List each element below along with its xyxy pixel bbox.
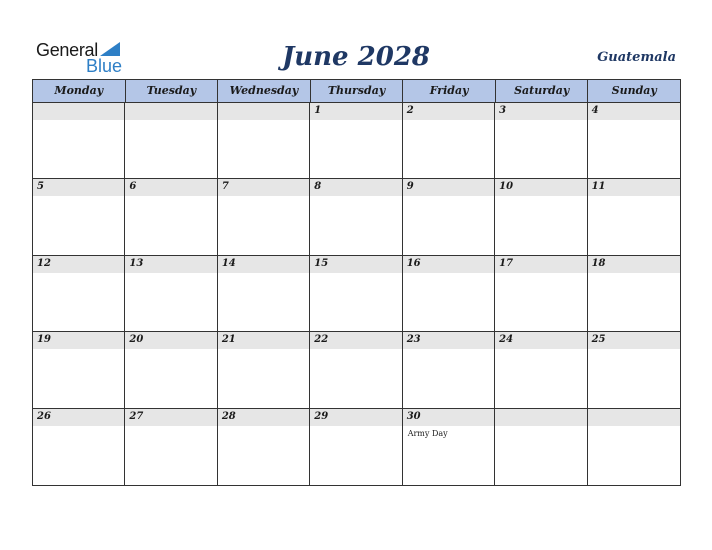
weekday-header-row <box>33 80 680 103</box>
day-number: 1 <box>314 105 322 116</box>
day-cell <box>125 409 217 485</box>
day-number-band <box>33 179 124 196</box>
day-cell <box>495 332 587 408</box>
day-number-band <box>403 103 494 120</box>
day-number-band <box>125 179 216 196</box>
logo-blue-text: Blue <box>86 56 123 76</box>
day-number-band <box>218 179 309 196</box>
day-number: 28 <box>221 410 236 422</box>
day-cell <box>310 103 402 179</box>
day-cell <box>588 409 680 485</box>
day-cell <box>310 256 402 332</box>
day-number: 2 <box>406 105 414 116</box>
day-number: 13 <box>129 257 144 269</box>
day-cell <box>33 332 125 408</box>
day-number: 11 <box>591 181 606 193</box>
day-cell <box>588 332 680 408</box>
weekday-header: Sunday <box>611 84 657 97</box>
day-number-band <box>310 103 401 120</box>
day-number-band <box>125 103 216 120</box>
day-cell <box>33 103 125 179</box>
day-cell <box>495 103 587 179</box>
weekday-header: Thursday <box>311 80 404 102</box>
day-number: 26 <box>37 410 51 422</box>
day-number-band <box>310 179 401 196</box>
day-number-band <box>33 103 124 120</box>
day-cell <box>33 409 125 485</box>
day-number: 16 <box>406 257 421 269</box>
day-number: 27 <box>129 410 144 422</box>
day-number: 8 <box>314 181 322 193</box>
day-cell <box>218 332 310 408</box>
day-number-band <box>588 409 680 426</box>
day-cells <box>33 103 680 485</box>
day-cell <box>310 409 402 485</box>
day-cell <box>588 103 680 179</box>
day-number: 5 <box>37 181 44 193</box>
day-number: 4 <box>591 105 599 116</box>
day-cell <box>403 409 495 485</box>
day-cell <box>125 256 217 332</box>
country-label: Guatemala <box>597 50 676 65</box>
day-cell <box>125 332 217 408</box>
day-cell <box>33 179 125 255</box>
day-number: 20 <box>129 334 144 346</box>
day-cell <box>218 409 310 485</box>
day-number: 12 <box>37 257 51 269</box>
day-cell <box>310 179 402 255</box>
day-number-band <box>218 103 309 120</box>
logo-general-text: General <box>36 40 98 60</box>
day-cell <box>403 103 495 179</box>
day-cell <box>403 332 495 408</box>
day-number-band <box>588 103 680 120</box>
day-number-band <box>403 179 494 196</box>
weekday-header: Wednesday <box>218 80 311 102</box>
day-number: 7 <box>221 181 229 193</box>
day-cell <box>33 256 125 332</box>
day-number: 29 <box>314 410 329 422</box>
day-number: 19 <box>37 334 51 346</box>
day-number: 22 <box>314 334 329 346</box>
day-number: 24 <box>499 334 514 346</box>
day-cell <box>495 256 587 332</box>
day-number: 15 <box>314 257 329 269</box>
day-cell <box>125 103 217 179</box>
day-cell <box>218 256 310 332</box>
day-cell <box>310 332 402 408</box>
day-cell <box>588 179 680 255</box>
day-number: 23 <box>406 334 421 346</box>
day-cell <box>495 409 587 485</box>
day-number: 30 <box>406 410 421 422</box>
day-cell <box>403 179 495 255</box>
day-cell <box>403 256 495 332</box>
day-cell <box>218 179 310 255</box>
day-number: 21 <box>221 334 236 346</box>
day-cell <box>125 179 217 255</box>
day-cell <box>588 256 680 332</box>
day-number: 10 <box>499 181 514 193</box>
day-number-band <box>495 409 586 426</box>
day-number: 3 <box>499 105 507 116</box>
calendar-grid <box>32 79 681 486</box>
day-cell <box>495 179 587 255</box>
day-number: 9 <box>406 181 414 193</box>
day-number-band <box>495 103 586 120</box>
weekday-header: Saturday <box>496 80 589 102</box>
day-number: 14 <box>221 257 236 269</box>
holiday-label: Army Day <box>407 428 448 438</box>
weekday-header: Friday <box>403 80 496 102</box>
day-number: 18 <box>591 257 606 269</box>
day-cell <box>218 103 310 179</box>
calendar-title: June 2028 <box>281 42 431 72</box>
weekday-header: Monday <box>33 80 126 102</box>
day-number: 17 <box>499 257 514 269</box>
day-number: 25 <box>591 334 606 346</box>
weekday-header: Tuesday <box>126 80 219 102</box>
day-number: 6 <box>129 181 137 193</box>
